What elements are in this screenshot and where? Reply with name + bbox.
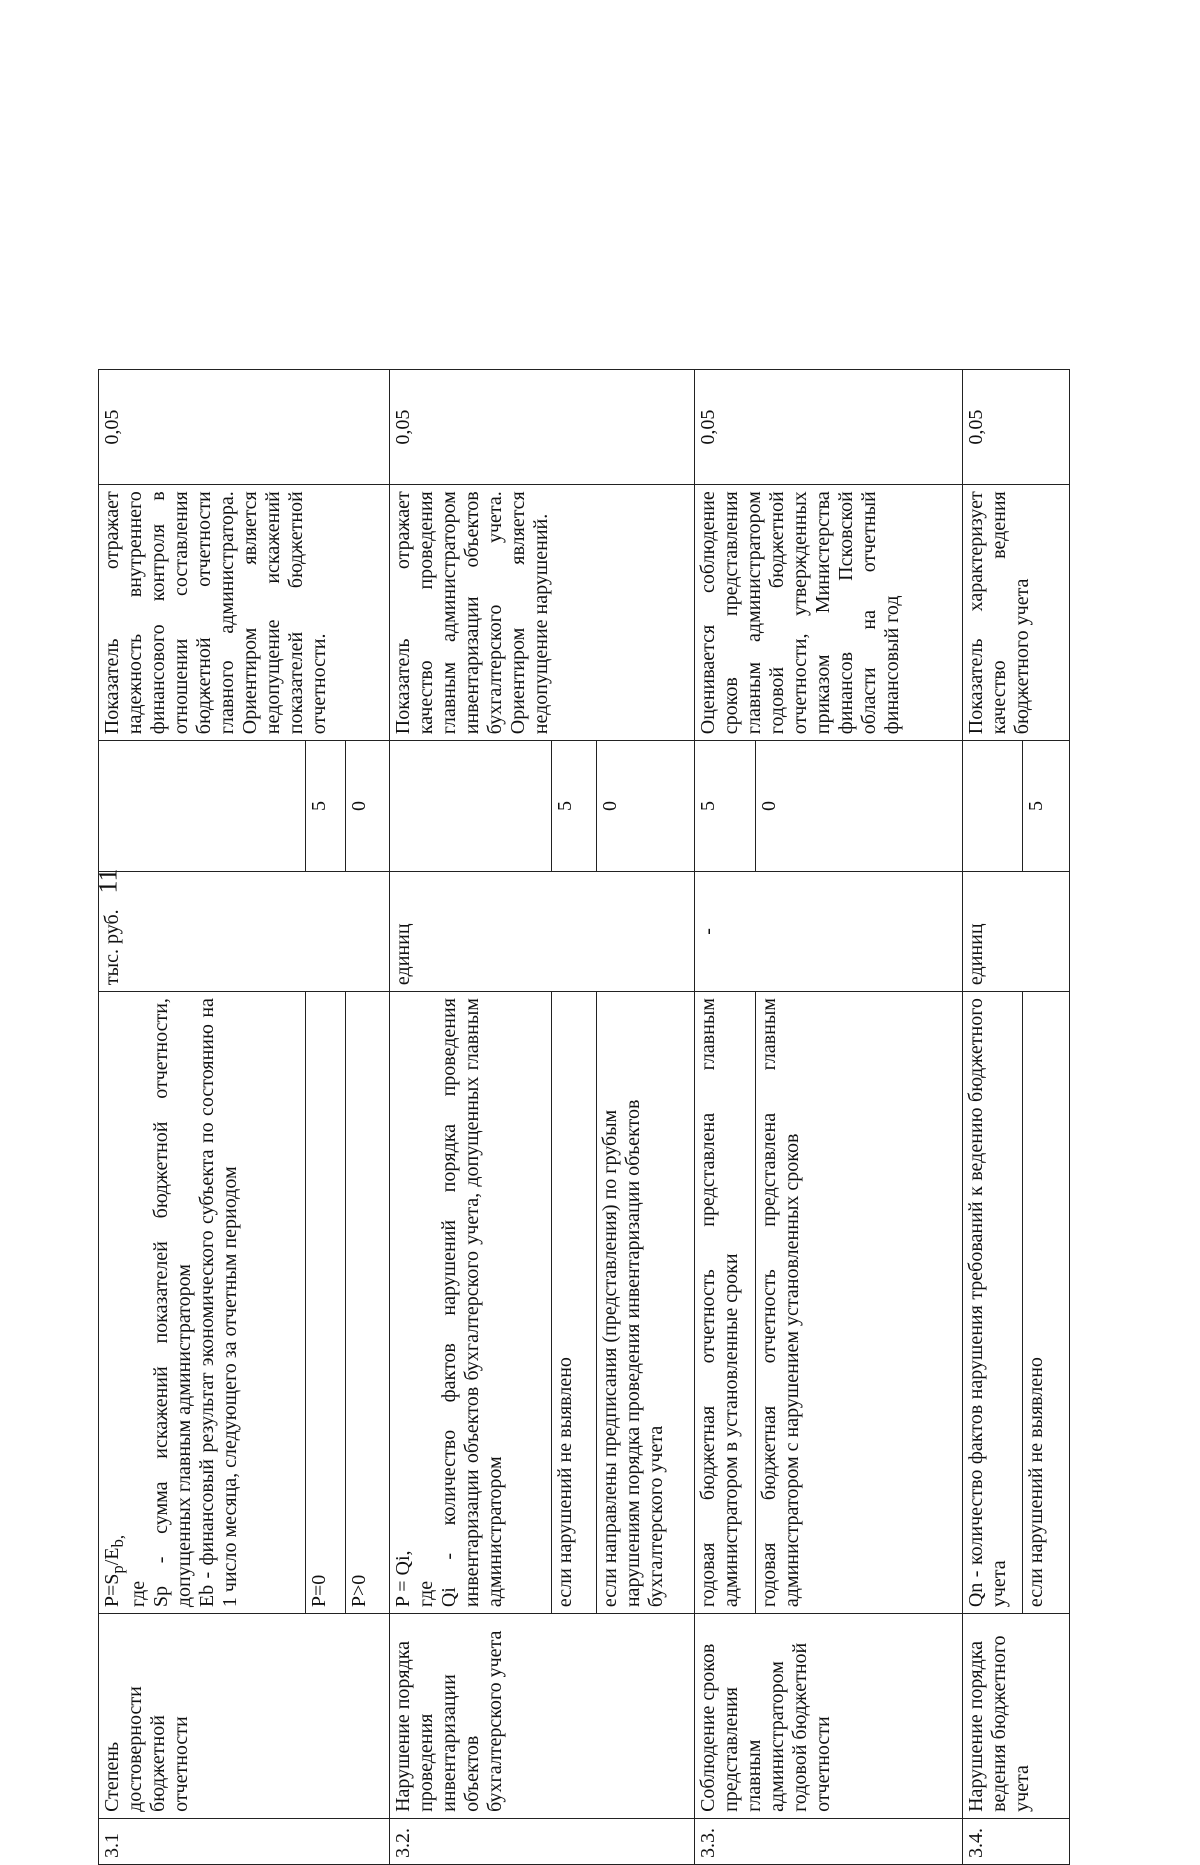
criteria-table xyxy=(98,369,1070,1865)
formula-where: где xyxy=(127,1580,150,1608)
condition-cell: если нарушений не выявлено xyxy=(1022,992,1069,1614)
condition-cell: если нарушений не выявлено xyxy=(552,992,597,1614)
formula: $P=S_p/E_{b,}$ xyxy=(101,1535,127,1608)
unit-cell: - xyxy=(695,871,963,991)
indicator-name: Нарушение порядка ведения бюджетного учета xyxy=(963,1614,1070,1819)
score-cell: 5 xyxy=(695,741,756,872)
formula-where: где xyxy=(415,1580,438,1608)
weight-cell: 0,05 xyxy=(963,370,1070,485)
formula-description: Qn - количество фактов нарушения требований к ведению бюджетного учета xyxy=(963,992,1023,1614)
row-number: 3.1 xyxy=(99,1818,390,1864)
description-cell: Показатель характеризует качество ведения бюджетного учета xyxy=(963,485,1070,741)
condition-cell: годовая бюджетная отчетность представлена главным администратором в установленные сроки xyxy=(695,992,756,1614)
table-row xyxy=(99,370,306,1865)
table-row xyxy=(695,370,756,1865)
score-cell: 0 xyxy=(345,741,390,872)
unit-cell: единиц xyxy=(963,871,1070,991)
score-cell: 5 xyxy=(1022,741,1069,872)
condition-cell: если направлены предписания (представления) по грубым нарушениям порядка проведения инвентаризации объектов бухгалтерского учета xyxy=(596,992,695,1614)
description-cell: Показатель отражает надежность внутреннего финансового контроля в отношении составления бюджетной отчетности главного администратора. Ориентиром является недопущение искажений показателей бюджетной отчетности. xyxy=(99,485,390,741)
indicator-name: Нарушение порядка проведения инвентаризации объектов бухгалтерского учета xyxy=(390,1614,695,1819)
unit-cell: единиц xyxy=(390,871,695,991)
table-row xyxy=(963,370,1023,1865)
score-cell: 0 xyxy=(596,741,695,872)
formula: P = Qi, xyxy=(392,1550,415,1608)
row-number: 3.4. xyxy=(963,1818,1070,1864)
score-cell: 0 xyxy=(756,741,963,872)
weight-cell: 0,05 xyxy=(695,370,963,485)
condition-cell: годовая бюджетная отчетность представлена главным администратором с нарушением установленных сроков xyxy=(756,992,963,1614)
weight-cell: 0,05 xyxy=(390,370,695,485)
unit-cell: тыс. руб. xyxy=(99,871,390,991)
table-row xyxy=(390,370,552,1865)
indicator-name: Соблюдение сроков представления главным администратором годовой бюджетной отчетности xyxy=(695,1614,963,1819)
condition-cell: P=0 xyxy=(305,992,345,1614)
condition-cell: P>0 xyxy=(345,992,390,1614)
formula-cell xyxy=(99,992,306,1614)
weight-cell: 0,05 xyxy=(99,370,390,485)
score-cell: 5 xyxy=(305,741,345,872)
score-cell: 5 xyxy=(552,741,597,872)
formula-description: Sp - сумма искажений показателей бюджетной отчетности, допущенных главным администратором xyxy=(150,998,196,1608)
row-number: 3.3. xyxy=(695,1818,963,1864)
formula-description: Qi - количество фактов нарушений порядка проведения инвентаризации объектов бухгалтерского учета, допущенных главным администратором xyxy=(438,998,507,1608)
row-number: 3.2. xyxy=(390,1818,695,1864)
indicator-name: Степень достоверности бюджетной отчетности xyxy=(99,1614,390,1819)
description-cell: Показатель отражает качество проведения главным администратором инвентаризации объектов бухгалтерского учета. Ориентиром является недопущение нарушений. xyxy=(390,485,695,741)
formula-description: Eb - финансовый результат экономического субъекта по состоянию на 1 число месяца, следующего за отчетным периодом xyxy=(196,998,242,1608)
document-table-rotated xyxy=(98,369,1070,1865)
description-cell: Оценивается соблюдение сроков представления главным администратором годовой бюджетной отчетности, утвержденных приказом Министерства финансов Псковской области на отчетный финансовый год xyxy=(695,485,963,741)
formula-cell xyxy=(390,992,552,1614)
page-number: 11 xyxy=(93,868,123,894)
